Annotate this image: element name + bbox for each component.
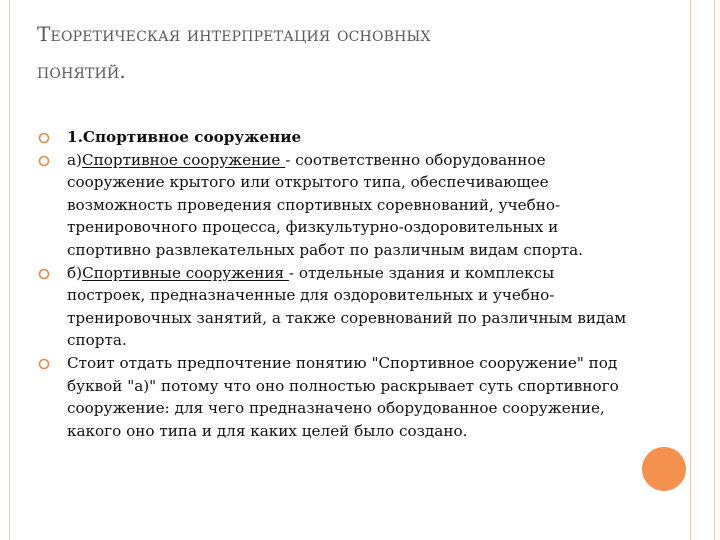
slide-title-line-2: понятий. <box>37 59 126 83</box>
conclusion-text: Стоит отдать предпочтение понятию "Спортивное сооружение" под буквой "а)" потому что оно полностью раскрывает суть спортивного сооружение: для чего предназначено оборудованное сооружение, какого оно типа и для каких целей было создано. <box>67 353 619 440</box>
section-heading: 1.Спортивное сооружение <box>67 128 302 146</box>
definition-b-prefix: б) <box>67 263 83 282</box>
list-item-heading <box>36 126 636 149</box>
circle-bullet-icon <box>38 268 50 280</box>
right-rule <box>690 0 691 540</box>
list-item-conclusion <box>36 352 636 442</box>
slide-title-line-1: Теоретическая интерпретация основных <box>37 22 431 46</box>
orange-circle-icon <box>642 447 686 491</box>
definition-b-term: Спортивные сооружения <box>82 263 289 282</box>
list-item-definition-a <box>36 149 636 262</box>
definition-a-prefix: а) <box>67 150 82 169</box>
circle-bullet-icon <box>38 358 50 370</box>
slide-title <box>37 16 677 90</box>
list-item-definition-b <box>36 262 636 352</box>
definition-a-text: - соответственно оборудованное сооружение крытого или открытого типа, обеспечивающее возможность проведения спортивных соревнований, учебно-тренировочного процесса, физкультурно-оздоровительных и спортивно развлекательных работ по различным видам спорта. <box>67 150 583 259</box>
definition-b-text: - отдельные здания и комплексы построек, предназначенные для оздоровительных и учебно-тренировочных занятий, а также соревнований по различным видам спорта. <box>67 263 627 350</box>
content-list <box>36 126 636 442</box>
circle-bullet-icon <box>38 155 50 167</box>
definition-a-term: Спортивное сооружение <box>81 150 286 169</box>
circle-bullet-icon <box>38 132 50 144</box>
